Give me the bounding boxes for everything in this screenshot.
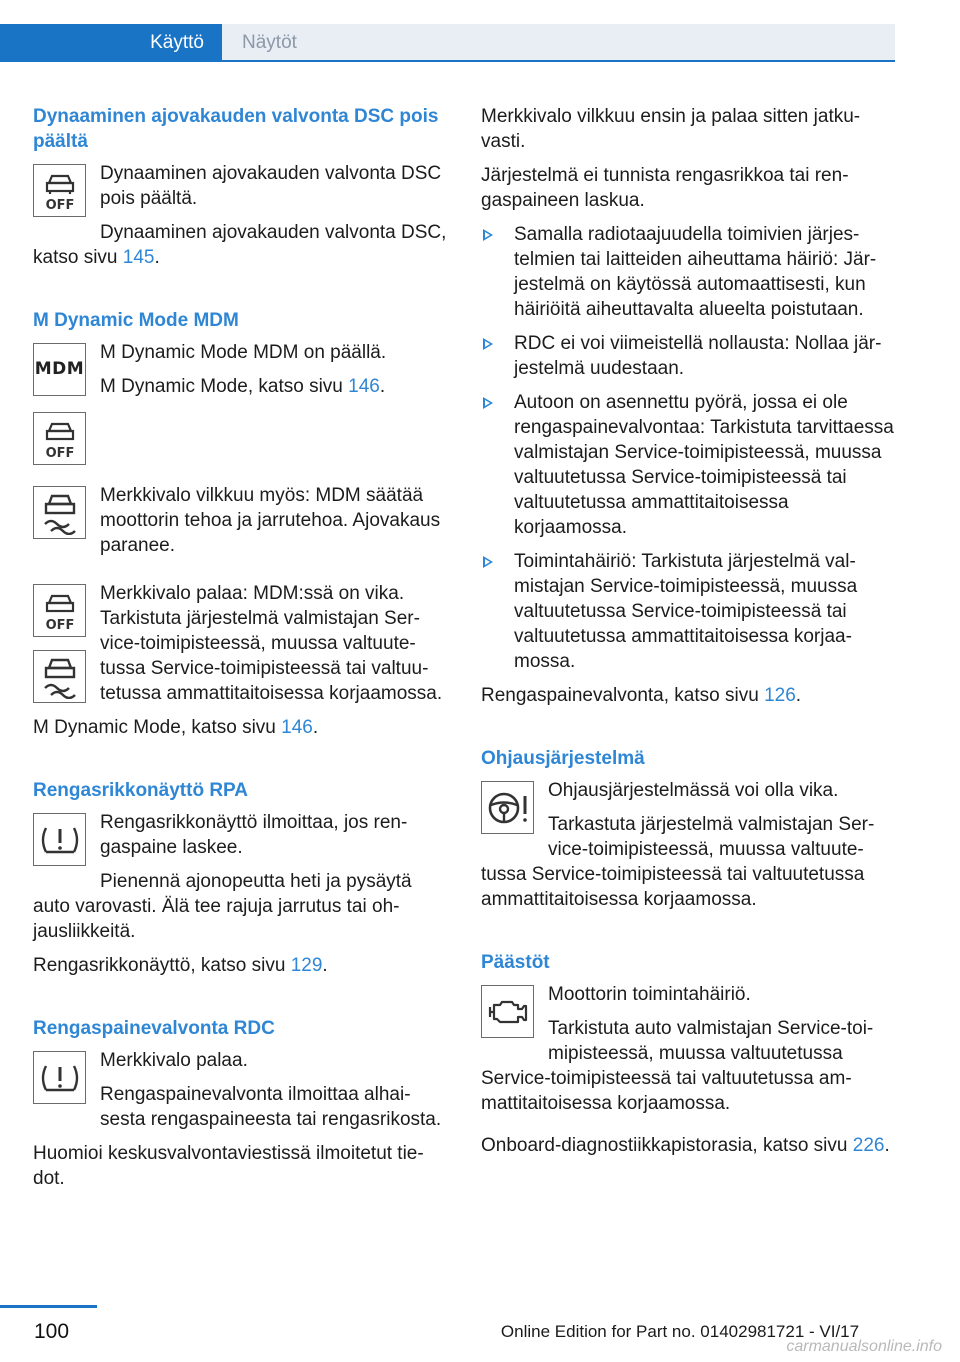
mdm-text-3: Merkkivalo vilkkuu myös: MDM säätää moottorin tehoa ja jarrutehoa. Ajovakaus paranee. [100, 485, 441, 556]
mdm-icon-label: MDM [34, 359, 85, 379]
bullet-triangle-icon [483, 397, 493, 409]
steering-text-1: Ohjausjärjestelmässä voi olla vika. [548, 780, 839, 801]
mdm-icon-stack [33, 581, 100, 707]
bullet-triangle-icon [483, 229, 493, 241]
page-link-146-b[interactable]: 146 [281, 717, 313, 738]
edition-text: Online Edition for Part no. 01402981721 - VI/17 [500, 1322, 860, 1341]
footer-divider [0, 1305, 97, 1308]
mdm-text-5: M Dynamic Mode, katso sivu 146. [33, 717, 319, 738]
dsc-off-icon-2 [33, 412, 86, 465]
heading-rpa: Rengasrikkonäyttö RPA [33, 780, 249, 801]
header-divider [0, 60, 895, 62]
dsc-active-icon-2 [33, 650, 86, 703]
list-item: Samalla radiotaajuudella toimivien järjestelmien tai laitteiden aiheuttama häiriö: Järjestelmä on käytössä automaattisesti, kun häiriöitä aiheuttavalta alueelta poistutaan. [481, 222, 896, 322]
page-link-226[interactable]: 226 [852, 1135, 885, 1156]
emissions-text-3: Onboard-diagnostiikkapistorasia, katso sivu 226. [481, 1135, 890, 1156]
list-item: Autoon on asennettu pyörä, jossa ei ole rengaspainevalvontaa: Tarkistuta tarvittaessa valmistajan Service-toimipisteessä, muussa valtuutetussa Service-toimipisteessä tai valtuutetussa ammattitaitoisessa korjaamossa. [481, 390, 896, 540]
steering-text-2: Tarkastuta järjestelmä valmistajan Service-toimipisteessä, muussa valtuutetussa Service-toimipisteessä tai valtuutetussa ammattitaitoisessa korjaamossa. [481, 814, 875, 910]
heading-steering: Ohjausjärjestelmä [481, 748, 645, 769]
rdc-cont-text-1: Merkkivalo vilkkuu ensin ja palaa sitten jatkuvasti. [481, 106, 861, 152]
rdc-text-1: Merkkivalo palaa. [100, 1050, 248, 1071]
mdm-text-2: M Dynamic Mode, katso sivu 146. [100, 376, 386, 397]
heading-rdc: Rengaspainevalvonta RDC [33, 1018, 275, 1039]
svg-text:OFF: OFF [45, 197, 74, 212]
rpa-text-2: Pienennä ajonopeutta heti ja pysäytä auto varovasti. Älä tee rajuja jarrutus tai ohjausliikkeitä. [33, 871, 412, 942]
dsc-off-icon [33, 164, 86, 217]
rdc-cont-text-2: Järjestelmä ei tunnista rengasrikkoa tai rengaspaineen laskua. [481, 165, 849, 211]
svg-text:OFF: OFF [45, 617, 74, 632]
emissions-text-2: Tarkistuta auto valmistajan Service-toimipisteessä, muussa valtuutetussa Service-toimipisteessä tai valtuutetussa ammattitaitoisessa korjaamossa. [481, 1018, 874, 1114]
page-link-146[interactable]: 146 [348, 376, 380, 397]
list-item: RDC ei voi viimeistellä nollausta: Nollaa järjestelmä uudestaan. [481, 331, 896, 381]
engine-check-icon [481, 985, 534, 1038]
right-column [481, 104, 896, 1167]
list-item: Toimintahäiriö: Tarkistuta järjestelmä valmistajan Service-toimipisteessä, muussa valtuutetussa Service-toimipisteessä tai valtuutetussa ammattitaitoisessa korjaamossa. [481, 549, 896, 674]
dsc-active-icon [33, 486, 86, 539]
rpa-text-3: Rengasrikkonäyttö, katso sivu 129. [33, 955, 328, 976]
rdc-bullet-list [481, 222, 896, 674]
left-column [33, 104, 448, 1200]
rdc-text-2: Rengaspainevalvonta ilmoittaa alhaisesta rengaspaineesta tai rengasrikosta. [100, 1084, 442, 1130]
dsc-off-icon-3 [33, 584, 86, 637]
mdm-icon [33, 343, 86, 396]
watermark: carmanualsonline.info [786, 1338, 942, 1355]
tire-pressure-icon [33, 1051, 86, 1104]
rdc-text-3: Huomioi keskusvalvontaviestissä ilmoitetut tiedot. [33, 1143, 424, 1189]
heading-mdm: M Dynamic Mode MDM [33, 310, 239, 331]
mdm-text-1: M Dynamic Mode MDM on päällä. [100, 342, 387, 363]
page-link-145[interactable]: 145 [122, 247, 155, 268]
bullet-triangle-icon [483, 556, 493, 568]
bullet-triangle-icon [483, 338, 493, 350]
rdc-ref-text: Rengaspainevalvonta, katso sivu 126. [481, 685, 802, 706]
mdm-text-4: Merkkivalo palaa: MDM:ssä on vika. Tarkistuta järjestelmä valmistajan Service-toimipisteessä, muussa valtuutetussa Service-toimipisteessä tai valtuutetussa ammattitaitoisessa korjaamossa. [100, 583, 443, 704]
tire-warning-icon [33, 813, 86, 866]
dsc-text-2: Dynaaminen ajovakauden valvonta DSC, katso sivu 145. [33, 222, 447, 268]
svg-text:OFF: OFF [45, 445, 74, 460]
rpa-text-1: Rengasrikkonäyttö ilmoittaa, jos rengaspaine laskee. [100, 812, 408, 858]
tab-kaytto[interactable]: Käyttö [0, 24, 222, 61]
emissions-text-1: Moottorin toimintahäiriö. [548, 984, 751, 1005]
page-link-129[interactable]: 129 [290, 955, 323, 976]
steering-warning-icon [481, 781, 534, 834]
tab-naytot[interactable]: Näytöt [222, 24, 895, 61]
dsc-text-1: Dynaaminen ajovakauden valvonta DSC pois päältä. [100, 163, 442, 209]
page-number: 100 [34, 1320, 70, 1343]
heading-emissions: Päästöt [481, 952, 550, 973]
page-link-126[interactable]: 126 [764, 685, 796, 706]
heading-dsc: Dynaaminen ajovakauden valvonta DSC pois päältä [33, 106, 439, 152]
header-tabs [0, 0, 895, 62]
